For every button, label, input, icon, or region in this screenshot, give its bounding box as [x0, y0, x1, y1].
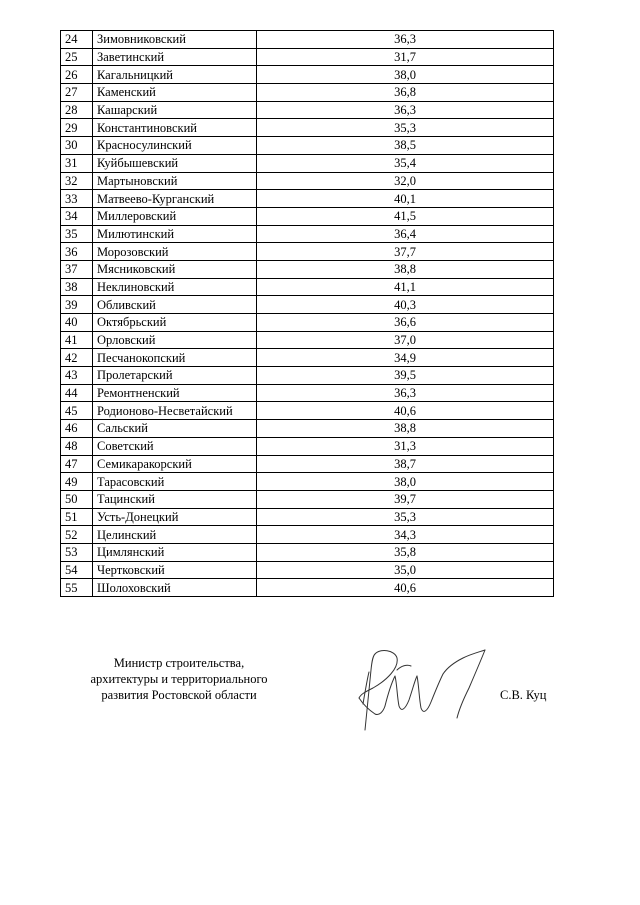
- table-row: [61, 31, 554, 49]
- table-row: [61, 331, 554, 349]
- district-name: Заветинский: [93, 48, 257, 66]
- district-name: Обливский: [93, 296, 257, 314]
- district-name: Сальский: [93, 420, 257, 438]
- row-number: 42: [61, 349, 93, 367]
- district-value: 36,8: [257, 84, 554, 102]
- row-number: 46: [61, 420, 93, 438]
- district-value: 40,6: [257, 402, 554, 420]
- row-number: 50: [61, 490, 93, 508]
- row-number: 29: [61, 119, 93, 137]
- district-value: 41,1: [257, 278, 554, 296]
- district-name: Тарасовский: [93, 473, 257, 491]
- handwritten-signature: [335, 640, 505, 740]
- district-value: 31,7: [257, 48, 554, 66]
- row-number: 54: [61, 561, 93, 579]
- district-name: Каменский: [93, 84, 257, 102]
- district-name: Мартыновский: [93, 172, 257, 190]
- table-row: [61, 207, 554, 225]
- signatory-title-line: архитектуры и территориального: [90, 672, 268, 686]
- table-row: [61, 367, 554, 385]
- signatory-title: [60, 655, 298, 703]
- district-name: Усть-Донецкий: [93, 508, 257, 526]
- district-value: 38,8: [257, 260, 554, 278]
- district-value: 36,3: [257, 384, 554, 402]
- table-row: [61, 473, 554, 491]
- row-number: 35: [61, 225, 93, 243]
- district-name: Родионово-Несветайский: [93, 402, 257, 420]
- district-name: Зимовниковский: [93, 31, 257, 49]
- district-value: 39,5: [257, 367, 554, 385]
- district-value: 41,5: [257, 207, 554, 225]
- row-number: 27: [61, 84, 93, 102]
- table-row: [61, 437, 554, 455]
- district-value: 38,7: [257, 455, 554, 473]
- district-name: Пролетарский: [93, 367, 257, 385]
- district-value: 36,3: [257, 101, 554, 119]
- row-number: 36: [61, 243, 93, 261]
- table-row: [61, 508, 554, 526]
- row-number: 31: [61, 154, 93, 172]
- row-number: 45: [61, 402, 93, 420]
- row-number: 44: [61, 384, 93, 402]
- table-row: [61, 66, 554, 84]
- table-row: [61, 137, 554, 155]
- table-row: [61, 260, 554, 278]
- district-value: 34,3: [257, 526, 554, 544]
- row-number: 39: [61, 296, 93, 314]
- table-row: [61, 314, 554, 332]
- district-value: 38,0: [257, 473, 554, 491]
- district-name: Песчанокопский: [93, 349, 257, 367]
- district-value: 35,8: [257, 543, 554, 561]
- table-body: [61, 31, 554, 597]
- district-name: Орловский: [93, 331, 257, 349]
- district-value: 36,3: [257, 31, 554, 49]
- row-number: 41: [61, 331, 93, 349]
- row-number: 33: [61, 190, 93, 208]
- district-value: 36,4: [257, 225, 554, 243]
- table-row: [61, 296, 554, 314]
- table-row: [61, 278, 554, 296]
- signatory-title-line: развития Ростовской области: [101, 688, 257, 702]
- row-number: 26: [61, 66, 93, 84]
- district-value: 40,3: [257, 296, 554, 314]
- row-number: 30: [61, 137, 93, 155]
- district-value: 38,0: [257, 66, 554, 84]
- table-row: [61, 154, 554, 172]
- table-row: [61, 119, 554, 137]
- district-name: Константиновский: [93, 119, 257, 137]
- district-value: 37,7: [257, 243, 554, 261]
- row-number: 24: [61, 31, 93, 49]
- table-row: [61, 543, 554, 561]
- district-value: 38,8: [257, 420, 554, 438]
- row-number: 49: [61, 473, 93, 491]
- district-name: Тацинский: [93, 490, 257, 508]
- district-name: Семикаракорский: [93, 455, 257, 473]
- district-name: Шолоховский: [93, 579, 257, 597]
- district-value: 34,9: [257, 349, 554, 367]
- district-name: Чертковский: [93, 561, 257, 579]
- row-number: 53: [61, 543, 93, 561]
- row-number: 52: [61, 526, 93, 544]
- district-value: 35,4: [257, 154, 554, 172]
- table-row: [61, 225, 554, 243]
- district-name: Кагальницкий: [93, 66, 257, 84]
- district-name: Неклиновский: [93, 278, 257, 296]
- district-values-table: [60, 30, 554, 597]
- district-value: 35,3: [257, 119, 554, 137]
- district-value: 40,1: [257, 190, 554, 208]
- table-row: [61, 349, 554, 367]
- district-value: 31,3: [257, 437, 554, 455]
- district-name: Мясниковский: [93, 260, 257, 278]
- table-row: [61, 455, 554, 473]
- row-number: 51: [61, 508, 93, 526]
- table-row: [61, 490, 554, 508]
- district-name: Целинский: [93, 526, 257, 544]
- signatory-title-line: Министр строительства,: [113, 656, 245, 670]
- district-value: 39,7: [257, 490, 554, 508]
- district-name: Миллеровский: [93, 207, 257, 225]
- row-number: 43: [61, 367, 93, 385]
- row-number: 34: [61, 207, 93, 225]
- district-value: 35,0: [257, 561, 554, 579]
- table-row: [61, 402, 554, 420]
- district-name: Милютинский: [93, 225, 257, 243]
- district-name: Ремонтненский: [93, 384, 257, 402]
- table-row: [61, 48, 554, 66]
- signer-name: С.В. Куц: [500, 688, 547, 702]
- row-number: 48: [61, 437, 93, 455]
- table-row: [61, 384, 554, 402]
- district-name: Матвеево-Курганский: [93, 190, 257, 208]
- row-number: 25: [61, 48, 93, 66]
- row-number: 37: [61, 260, 93, 278]
- table-row: [61, 526, 554, 544]
- table-row: [61, 190, 554, 208]
- row-number: 32: [61, 172, 93, 190]
- district-value: 40,6: [257, 579, 554, 597]
- table-row: [61, 84, 554, 102]
- table-row: [61, 420, 554, 438]
- table-row: [61, 561, 554, 579]
- district-name: Красносулинский: [93, 137, 257, 155]
- table-row: [61, 579, 554, 597]
- district-name: Морозовский: [93, 243, 257, 261]
- district-value: 37,0: [257, 331, 554, 349]
- district-name: Советский: [93, 437, 257, 455]
- district-value: 36,6: [257, 314, 554, 332]
- district-name: Кашарский: [93, 101, 257, 119]
- district-name: Октябрьский: [93, 314, 257, 332]
- district-value: 32,0: [257, 172, 554, 190]
- row-number: 38: [61, 278, 93, 296]
- table-row: [61, 243, 554, 261]
- row-number: 40: [61, 314, 93, 332]
- table-row: [61, 101, 554, 119]
- row-number: 47: [61, 455, 93, 473]
- district-value: 38,5: [257, 137, 554, 155]
- district-name: Куйбышевский: [93, 154, 257, 172]
- district-value: 35,3: [257, 508, 554, 526]
- row-number: 55: [61, 579, 93, 597]
- table-row: [61, 172, 554, 190]
- district-name: Цимлянский: [93, 543, 257, 561]
- row-number: 28: [61, 101, 93, 119]
